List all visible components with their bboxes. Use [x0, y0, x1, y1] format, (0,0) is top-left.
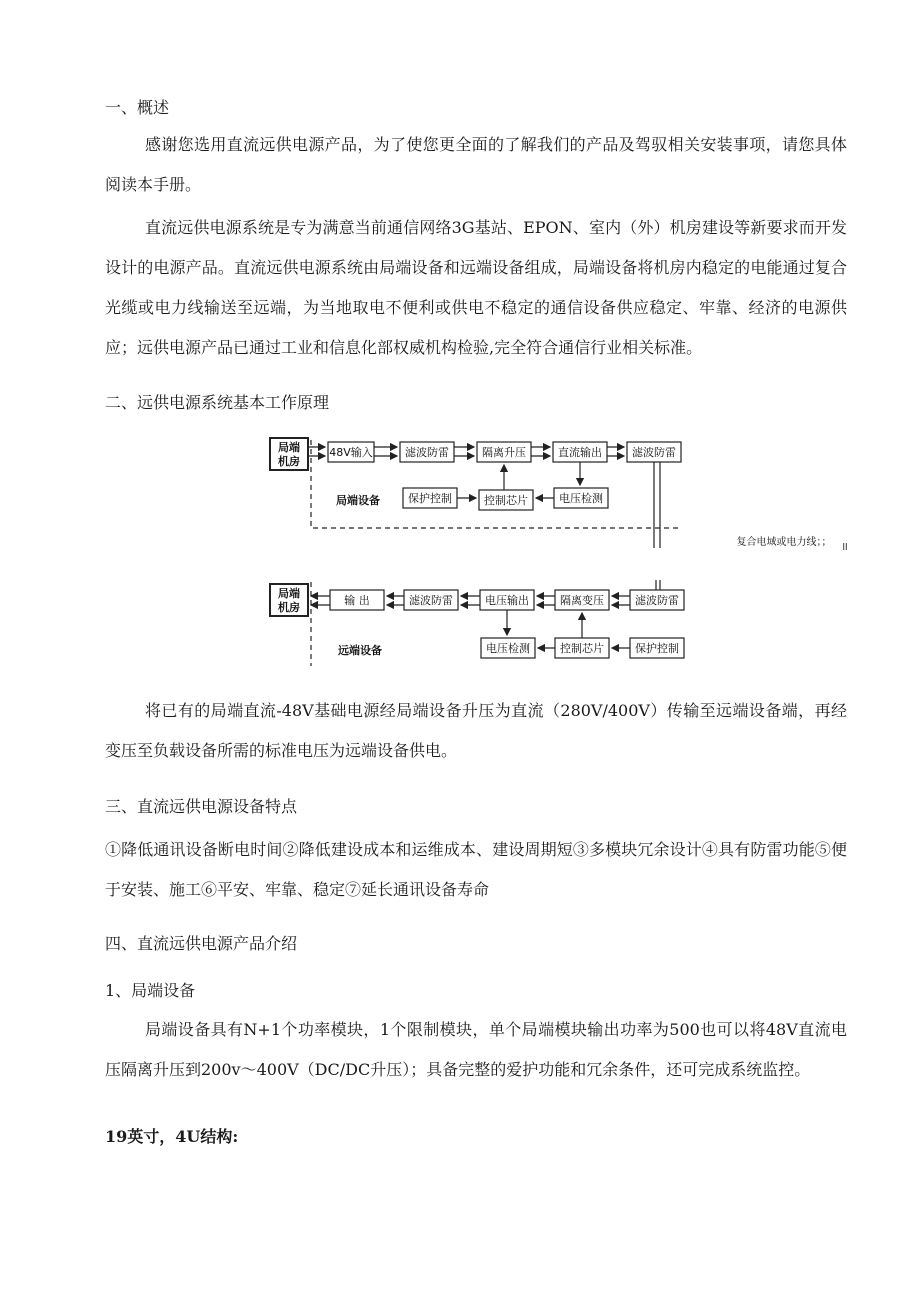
bottom-detect-label: 电压检测	[486, 642, 530, 655]
bottom-group-label: 远端设备	[338, 644, 382, 657]
bottom-protect-label: 保护控制	[635, 642, 679, 655]
bottom-block-1-label: 输 出	[344, 594, 370, 607]
section4-sub1-heading: 1、局端设备	[105, 981, 196, 1000]
section4-sub1-para: 局端设备具有N+1个功率模块，1个限制模块，单个局端模块输出功率为500也可以将48V直流电压隔离升压到200v～400V（DC/DC升压）；具备完整的爱护功能和冗余条件，还可完成系统监控。	[105, 1020, 847, 1079]
bottom-block-4-label: 隔离变压	[560, 594, 604, 607]
section4-heading: 四、直流远供电源产品介绍	[105, 934, 298, 953]
top-room-line1: 局端	[278, 441, 300, 454]
top-detect-label: 电压检测	[559, 492, 603, 505]
cable-label: 复合电域或电力线；；	[736, 537, 832, 548]
bottom-room-line1: 局端	[278, 587, 300, 600]
spec-line: 19英寸，4U结构:	[105, 1127, 239, 1146]
section2-para: 将已有的局端直流-48V基础电源经局端设备升压为直流（280V/400V）传输至远端设备端，再经变压至负载设备所需的标准电压为远端设备供电。	[105, 701, 847, 760]
top-room-line2: 机房	[278, 455, 300, 468]
top-protect-label: 保护控制	[408, 492, 452, 505]
bottom-block-2-label: 滤波防雷	[409, 594, 453, 607]
section1-heading: 一、概述	[105, 98, 170, 117]
section1-para1: 感谢您选用直流远供电源产品，为了使您更全面的了解我们的产品及驾驭相关安装事项，请您具体阅读本手册。	[105, 135, 847, 194]
section1-para2: 直流远供电源系统是专为满意当前通信网络3G基站、EPON、室内（外）机房建设等新要求而开发设计的电源产品。直流远供电源系统由局端设备和远端设备组成，局端设备将机房内稳定的电能通过复合光缆或电力线输送至远端，为当地取电不便利或供电不稳定的通信设备供应稳定、牢靠、经济的电源供应；远供电源产品已通过工业和信息化部权威机构检验,完全符合通信行业相关标准。	[105, 218, 847, 357]
bottom-block-3-label: 电压输出	[485, 594, 529, 607]
bottom-block-5-label: 滤波防雷	[635, 594, 679, 607]
top-block-5-label: 滤波防雷	[632, 446, 676, 459]
bottom-room-line2: 机房	[278, 601, 300, 614]
section2-heading: 二、远供电源系统基本工作原理	[105, 393, 330, 412]
cable-mark: ll	[842, 543, 848, 553]
bottom-chip-label: 控制芯片	[560, 642, 604, 655]
top-group-label: 局端设备	[336, 494, 380, 507]
top-chip-label: 控制芯片	[484, 494, 528, 507]
top-block-3-label: 隔离升压	[482, 446, 526, 459]
section3-heading: 三、直流远供电源设备特点	[105, 797, 298, 816]
top-block-2-label: 滤波防雷	[405, 446, 449, 459]
top-block-4-label: 直流输出	[558, 446, 602, 459]
top-block-1-label: 48V输入	[329, 446, 373, 459]
block-diagram	[0, 430, 920, 670]
section3-para: ①降低通讯设备断电时间②降低建设成本和运维成本、建设周期短③多模块冗余设计④具有防雷功能⑤便于安装、施工⑥平安、牢靠、稳定⑦延长通讯设备寿命	[105, 840, 847, 899]
